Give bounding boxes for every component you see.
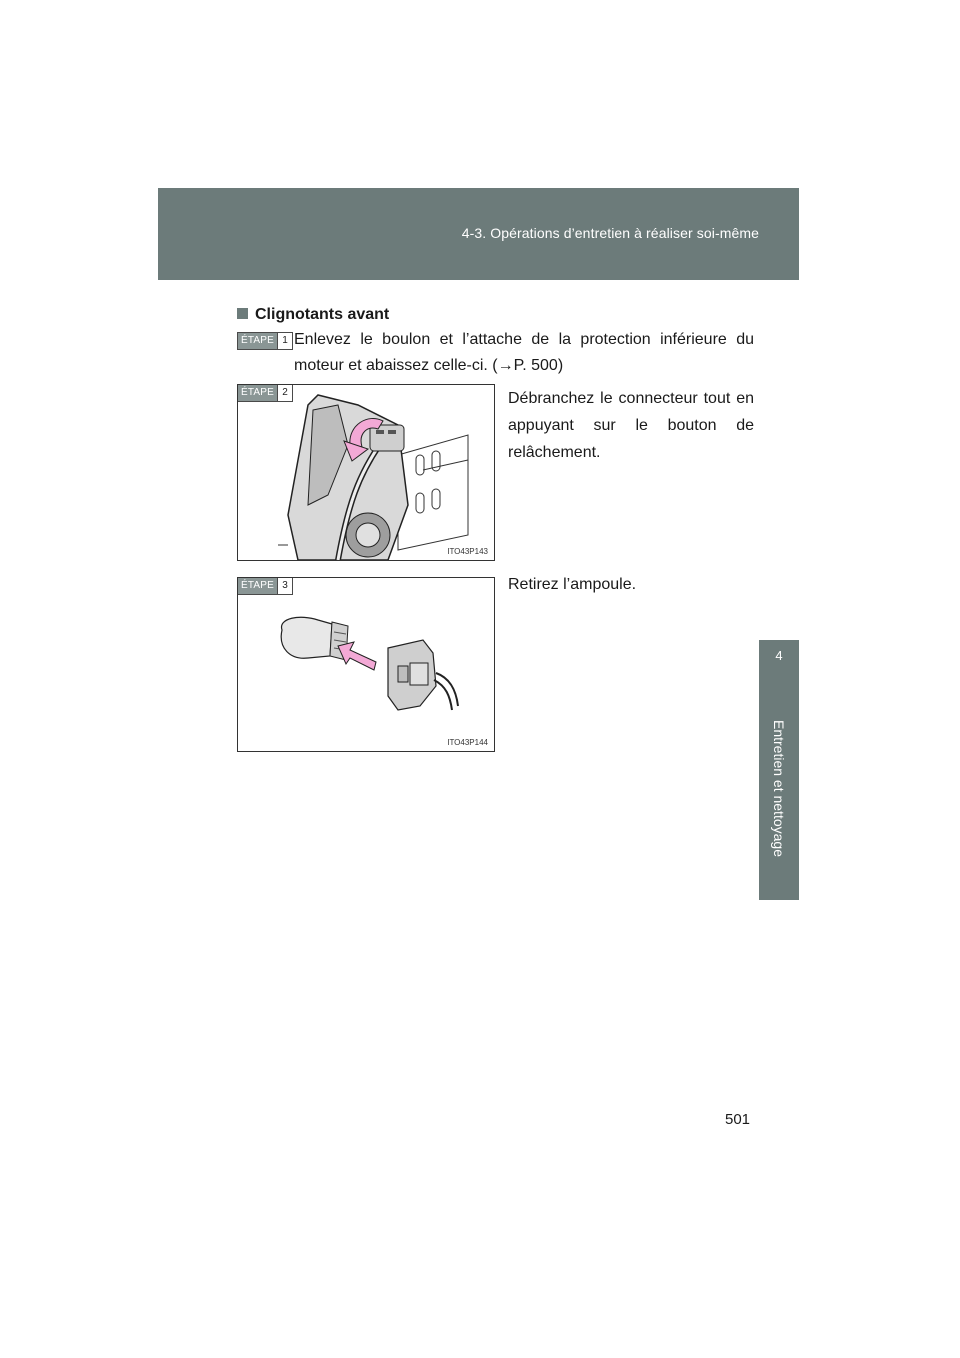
step-3-text: Retirez l’ampoule.: [508, 576, 637, 593]
page-number: 501: [725, 1111, 751, 1128]
step-number: 2: [277, 385, 292, 401]
step-number: 1: [277, 333, 292, 349]
step-2-text: Débranchez le connecteur tout en appuyant sur le bouton de relâchement.: [508, 390, 754, 461]
step-1-text: Enlevez le boulon et l’attache de la protection inférieure du moteur et abaissez celle-ci. (→P. 500): [294, 331, 754, 374]
square-bullet-icon: [237, 308, 248, 319]
section-header: 4-3. Opérations d’entretien à réaliser soi-même: [461, 225, 759, 241]
section-title: [237, 306, 389, 324]
figure-code: ITO43P144: [447, 738, 488, 747]
chapter-number: 4: [775, 648, 783, 663]
header-band: [158, 188, 799, 280]
figure-code: ITO43P143: [447, 547, 488, 556]
figure-step-2: [237, 384, 495, 561]
step-badge-1: [237, 332, 293, 350]
figure-step-3: [237, 577, 495, 752]
chapter-tab: [759, 640, 799, 900]
chapter-label: Entretien et nettoyage: [771, 720, 787, 857]
step-number: 3: [277, 578, 292, 594]
step-word: ÉTAPE: [238, 385, 277, 401]
connector-illustration: [238, 385, 494, 560]
step-word: ÉTAPE: [238, 333, 277, 349]
bulb-removal-illustration: [238, 578, 494, 751]
step-word: ÉTAPE: [238, 578, 277, 594]
section-title-text: Clignotants avant: [255, 306, 390, 323]
